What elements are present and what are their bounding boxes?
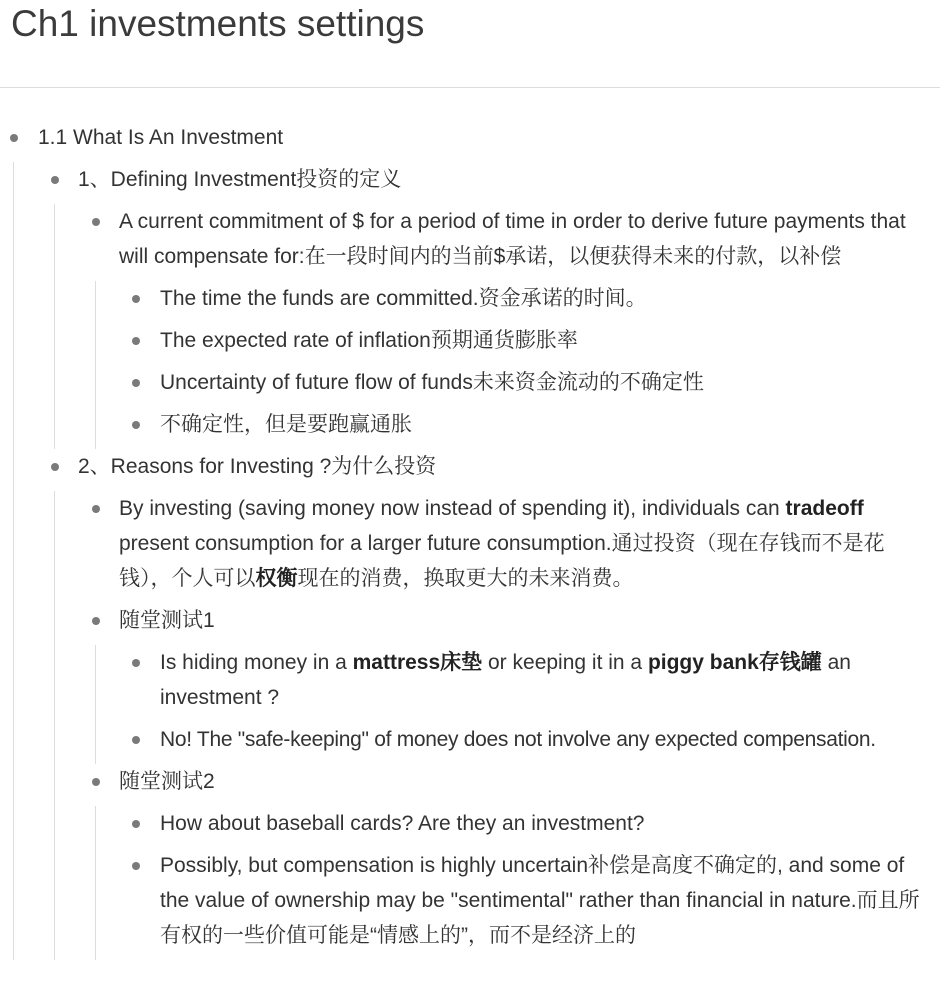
outline-item-label: 不确定性，但是要跑赢通胀: [160, 413, 412, 436]
outline-item-1-1[interactable]: [0, 120, 940, 960]
outline-tree: [0, 120, 940, 960]
outline-item-label: [119, 491, 932, 603]
outline-item-definition[interactable]: [0, 204, 940, 449]
bullet-icon[interactable]: [51, 463, 59, 471]
outline-item-label: A current commitment of $ for a period of time in order to derive future payments that will compensate for:在一段时间内的当前$承诺，以便获得未来的付款，以补偿: [119, 210, 906, 268]
bullet-icon[interactable]: [92, 778, 100, 786]
outline-item-quiz-1-answer[interactable]: [0, 722, 940, 764]
bullet-icon[interactable]: [132, 659, 140, 667]
outline-children: [0, 281, 940, 449]
outline-item-label: 1.1 What Is An Investment: [38, 126, 284, 149]
page-title: Ch1 investments settings: [11, 3, 425, 44]
outline-item-quiz-2-question[interactable]: [0, 806, 940, 848]
bullet-icon[interactable]: [132, 337, 140, 345]
bullet-icon[interactable]: [132, 295, 140, 303]
bold-text: 权衡: [255, 567, 298, 590]
outline-item-uncertainty[interactable]: [0, 365, 940, 407]
outline-item-label: The expected rate of inflation预期通货膨胀率: [160, 329, 578, 352]
outline-item-label: Possibly, but compensation is highly uncertain补偿是高度不确定的, and some of the value of ownership may be "sentimental" rather than financial in nature.而且所有权的一些价值可能是“情感上的”，而不是经济上的: [160, 854, 920, 947]
bullet-icon[interactable]: [132, 736, 140, 744]
bullet-icon[interactable]: [132, 862, 140, 870]
text-run: an investment ?: [160, 651, 851, 709]
bullet-icon[interactable]: [51, 176, 59, 184]
outline-item-label: The time the funds are committed.资金承诺的时间。: [160, 287, 647, 310]
outline-item-quiz-1[interactable]: [0, 603, 940, 764]
outline-item-label: Uncertainty of future flow of funds未来资金流动的不确定性: [160, 371, 704, 394]
bold-text: tradeoff: [785, 497, 864, 520]
bullet-icon[interactable]: [10, 134, 18, 142]
outline-item-label: 2、Reasons for Investing ?为什么投资: [78, 455, 437, 478]
bullet-icon[interactable]: [132, 379, 140, 387]
text-run: or keeping it in a: [482, 651, 648, 674]
outline-children: [0, 204, 940, 449]
text-run: Is hiding money in a: [160, 651, 353, 674]
outline-item-label: 随堂测试2: [119, 770, 215, 793]
text-run: By investing (saving money now instead of spending it), individuals can: [119, 497, 786, 520]
text-run: 现在的消费，换取更大的未来消费。: [297, 567, 634, 590]
bullet-icon[interactable]: [92, 617, 100, 625]
outline-item-beat-inflation[interactable]: [0, 407, 940, 449]
outline-item-reasons-for-investing[interactable]: [0, 449, 940, 960]
outline-item-tradeoff[interactable]: [0, 491, 940, 603]
outline-item-label: No! The "safe-keeping" of money does not involve any expected compensation.: [160, 728, 876, 751]
outline-item-quiz-2[interactable]: [0, 764, 940, 960]
outline-item-label: 1、Defining Investment投资的定义: [78, 168, 402, 191]
outline-children: [0, 645, 940, 764]
outline-children: [0, 806, 940, 960]
bullet-icon[interactable]: [92, 505, 100, 513]
bullet-icon[interactable]: [92, 218, 100, 226]
outline-item-defining-investment[interactable]: [0, 162, 940, 449]
title-divider: [0, 87, 940, 88]
outline-item-quiz-2-answer[interactable]: [0, 848, 940, 960]
outline-item-label: How about baseball cards? Are they an investment?: [160, 812, 645, 835]
outline-item-time-committed[interactable]: [0, 281, 940, 323]
outline-children: [0, 491, 940, 960]
bold-text: mattress床垫: [352, 651, 483, 674]
bullet-icon[interactable]: [132, 820, 140, 828]
text-run: present consumption for a larger future consumption.通过投资（现在存钱而不是花钱），个人可以: [119, 532, 885, 590]
bullet-icon[interactable]: [132, 421, 140, 429]
outline-item-label: [160, 645, 932, 722]
outline-item-inflation[interactable]: [0, 323, 940, 365]
outline-item-label: 随堂测试1: [119, 609, 215, 632]
bold-text: piggy bank存钱罐: [647, 651, 822, 674]
outline-children: [0, 162, 940, 960]
outline-item-quiz-1-question[interactable]: [0, 645, 940, 722]
